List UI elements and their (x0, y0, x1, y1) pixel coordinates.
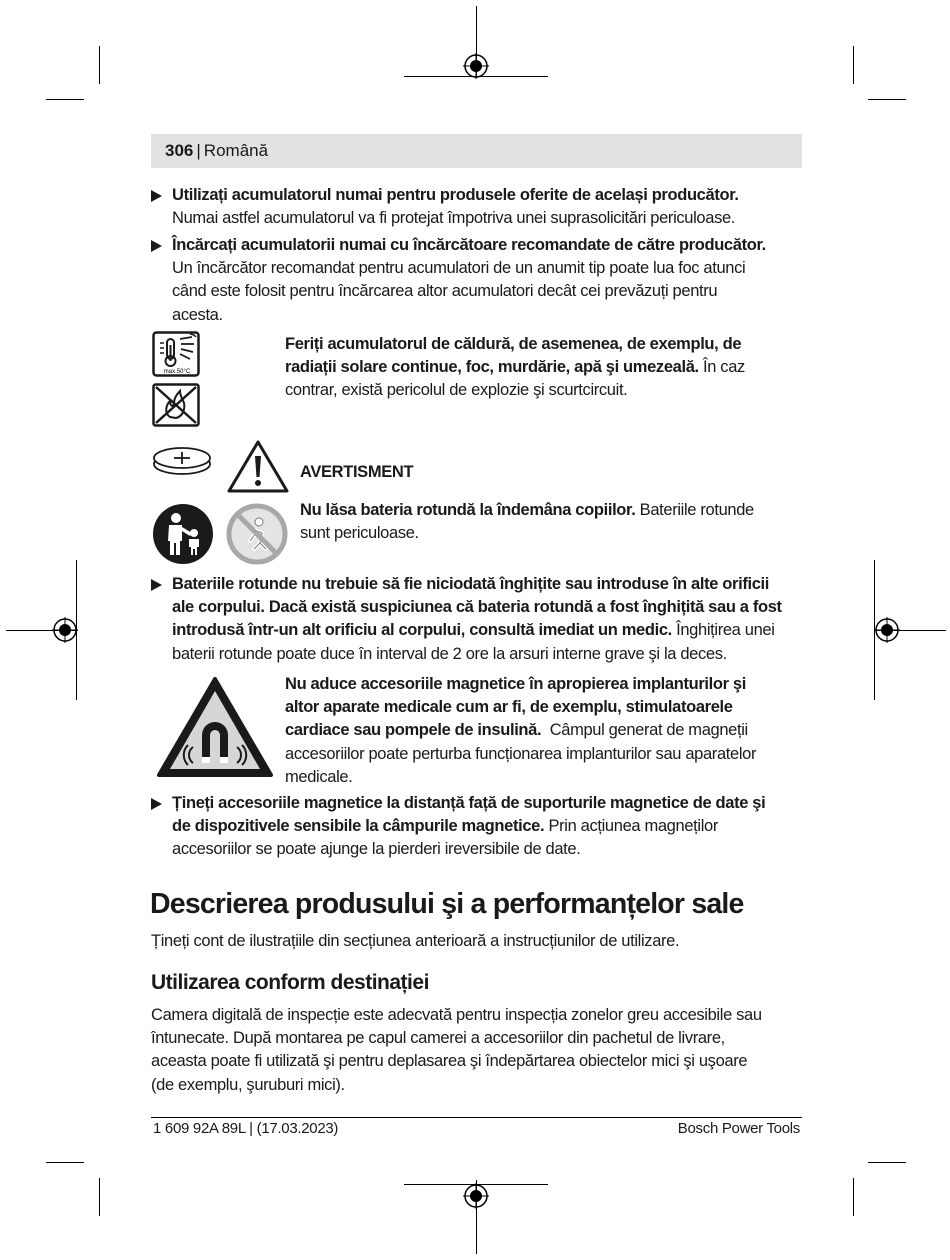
bullet-arrow-icon (151, 240, 162, 252)
crop-mark (46, 1162, 84, 1163)
magnet-text-line: accesoriilor poate perturba funcționarea implanturilor sau aparatelor (285, 744, 757, 763)
heat-text-inline: În caz (703, 358, 745, 377)
bullet-arrow-icon (151, 579, 162, 591)
section-intro: Țineți cont de ilustrațiile din secțiunea anterioară a instrucțiunilor de utilizare. (151, 932, 680, 950)
page-number: 306 (165, 141, 194, 160)
magnet-bold-line: Nu aduce accesoriile magnetice în apropierea implanturilor şi (285, 675, 746, 693)
warning-title: AVERTISMENT (300, 463, 414, 481)
bullet-bold: Țineți accesoriile magnetice la distanță față de suporturile magnetice de date şi (172, 794, 766, 812)
footer-rule (151, 1117, 802, 1118)
crop-mark (46, 99, 84, 100)
paragraph-line: întunecate. După montarea pe capul camerei a accesoriilor din pachetul de livrare, (151, 1029, 725, 1048)
bullet-text-inline: Înghițirea unei (676, 621, 775, 640)
battery-bold: Nu lăsa bateria rotundă la îndemâna copiilor. (300, 501, 636, 519)
heat-warning-text (285, 333, 805, 403)
keep-away-from-children-icon (152, 503, 214, 565)
paragraph-line: Camera digitală de inspecție este adecvată pentru inspecția zonelor greu accesibile sau (151, 1006, 762, 1024)
max-temp-label: max.50°C (163, 369, 191, 375)
bullet-text: când este folosit pentru încărcarea altor acumulatori decât cei prevăzuți pentru (172, 282, 718, 301)
bullet-bold: ale corpului. Dacă există suspiciunea că bateria rotundă a fost înghițită sau a fost (172, 598, 782, 617)
heat-text-line: contrar, există pericolul de explozie şi scurtcircuit. (285, 381, 628, 400)
no-children-icon (226, 503, 288, 565)
bullet-bold: introdusă într-un alt orificiu al corpului, consultă imediat un medic. (172, 621, 672, 640)
crop-mark (853, 1178, 854, 1216)
no-fire-icon (152, 383, 200, 427)
bullet-arrow-icon (151, 798, 162, 810)
magnet-bold-line: cardiace sau pompele de insulină. (285, 721, 542, 740)
bullet-text: Numai astfel acumulatorul va fi protejat împotriva unei suprasolicitări periculoase. (172, 209, 736, 228)
battery-text-line: sunt periculoase. (300, 524, 419, 543)
page-header: 306 | Română (165, 141, 269, 160)
crop-mark (853, 46, 854, 84)
warning-triangle-icon (226, 439, 290, 494)
footer-doc-id: 1 609 92A 89L | (17.03.2023) (153, 1120, 339, 1137)
bullet-item (151, 234, 811, 327)
section-heading: Descrierea produsului şi a performanțelor sale (150, 888, 744, 920)
bullet-item (151, 573, 811, 666)
bullet-bold: de dispozitivele sensibile la câmpurile magnetice. (172, 817, 545, 836)
bullet-text: acesta. (172, 305, 223, 324)
bullet-text: baterii rotunde poate duce în interval de 2 ore la arsuri interne grave şi la deces. (172, 644, 727, 663)
registration-mark-icon (463, 53, 489, 79)
registration-mark-icon (52, 617, 78, 643)
magnet-text-inline: Câmpul generat de magneții (549, 721, 748, 740)
heat-bold-line: Feriți acumulatorul de căldură, de asemenea, de exemplu, de (285, 335, 742, 353)
heat-bold-line: radiații solare continue, foc, murdărie, apă şi umezeală. (285, 358, 699, 377)
magnetic-field-warning-icon (155, 675, 275, 779)
crop-mark (868, 99, 906, 100)
page-language: Română (203, 141, 269, 160)
bullet-text: Un încărcător recomandat pentru acumulatori de un anumit tip poate lua foc atunci (172, 259, 746, 278)
thermometer-sun-icon (152, 331, 200, 377)
battery-text-inline: Bateriile rotunde (639, 501, 754, 519)
bullet-arrow-icon (151, 190, 162, 202)
subsection-heading: Utilizarea conform destinației (151, 971, 429, 994)
paragraph-line: (de exemplu, şuruburi mici). (151, 1075, 345, 1094)
registration-mark-icon (874, 617, 900, 643)
paragraph-line: aceasta poate fi utilizată şi pentru deplasarea şi îndepărtarea obiectelor mici şi uşoare (151, 1052, 748, 1071)
bullet-bold: Încărcați acumulatorii numai cu încărcătoare recomandate de către producător. (172, 236, 766, 254)
bullet-item (151, 792, 811, 862)
magnet-text-line: medicale. (285, 767, 353, 786)
subsection-body (151, 1004, 811, 1097)
crop-mark (99, 46, 100, 84)
bullet-item (151, 184, 811, 230)
crop-mark (868, 1162, 906, 1163)
magnet-warning-text (285, 673, 805, 789)
coin-battery-icon (152, 444, 212, 476)
battery-warning-text (300, 499, 810, 545)
bullet-text-inline: Prin acțiunea magneților (548, 817, 718, 836)
footer-brand: Bosch Power Tools (677, 1120, 800, 1137)
crop-mark (99, 1178, 100, 1216)
bullet-bold: Bateriile rotunde nu trebuie să fie niciodată înghițite sau introduse în alte orificii (172, 575, 769, 593)
bullet-text: accesoriilor se poate ajunge la pierderi ireversibile de date. (172, 840, 581, 859)
registration-mark-icon (463, 1183, 489, 1209)
magnet-bold-line: altor aparate medicale cum ar fi, de exemplu, stimulatoarele (285, 698, 733, 717)
bullet-bold: Utilizați acumulatorul numai pentru produsele oferite de același producător. (172, 186, 739, 204)
